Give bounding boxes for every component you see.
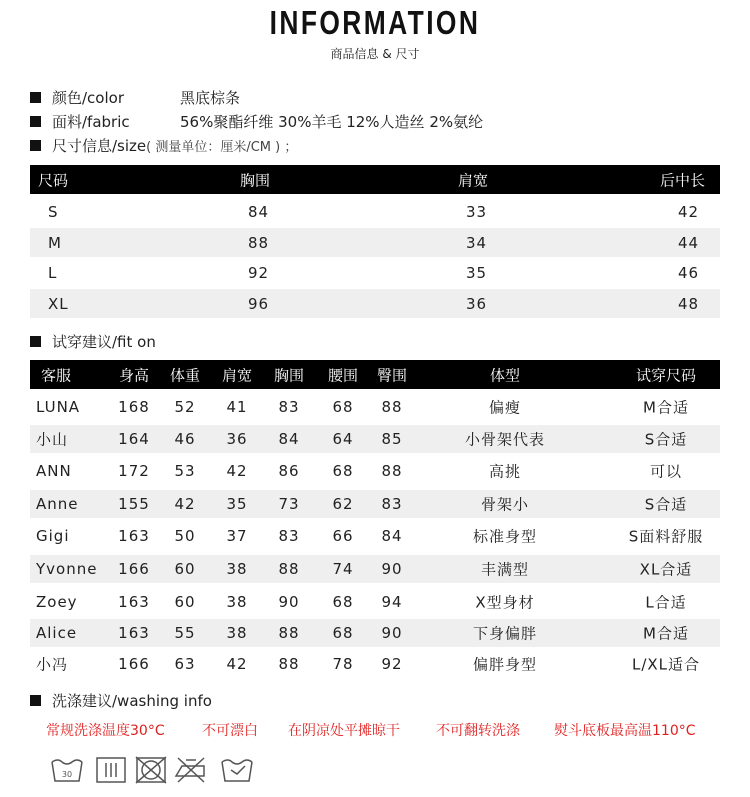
- fit-table-row: [30, 588, 720, 616]
- fit-table-row: [30, 393, 720, 421]
- size-table-cell: L: [48, 263, 58, 282]
- size-table-cell: 96: [248, 294, 270, 313]
- fabric-label: 面料/fabric: [52, 113, 130, 131]
- fit-table-cell: 83: [278, 527, 300, 545]
- fit-table-cell: 163: [118, 527, 150, 545]
- fit-table-cell: 63: [174, 655, 196, 673]
- dry-flat-icon: [94, 756, 128, 784]
- washing-instruction: 熨斗底板最高温110°C: [554, 723, 696, 739]
- size-table-row: [30, 258, 720, 287]
- fit-table-cell: 小骨架代表: [464, 430, 545, 449]
- fit-table-cell: 下身偏胖: [472, 624, 537, 643]
- fit-table-cell: 小山: [36, 430, 69, 449]
- fit-table-cell: 60: [174, 593, 196, 611]
- size-table-cell: 92: [248, 263, 270, 282]
- fit-header-cell: 体重: [169, 366, 200, 384]
- fit-table-cell: 88: [278, 624, 300, 642]
- fit-table-cell: 64: [332, 430, 354, 448]
- fit-table-cell: S合适: [644, 430, 688, 449]
- fit-table-cell: 可以: [649, 462, 682, 481]
- fit-table-cell: ANN: [36, 462, 72, 480]
- fit-table-cell: Gigi: [36, 527, 70, 545]
- size-header-cell: 胸围: [240, 171, 271, 189]
- fit-table-row: [30, 555, 720, 583]
- fit-table-cell: 46: [174, 430, 196, 448]
- size-table-cell: 35: [466, 263, 488, 282]
- size-table-cell: 44: [678, 233, 700, 252]
- fabric-value: 56%聚酯纤维 30%羊毛 12%人造丝 2%氨纶: [180, 113, 484, 131]
- size-table-cell: 33: [466, 202, 488, 221]
- fit-table-cell: 166: [118, 655, 150, 673]
- washing-instruction: 常规洗涤温度30°C: [46, 723, 165, 739]
- color-row: [30, 87, 241, 108]
- fit-header-cell: 胸围: [273, 366, 304, 384]
- fit-table-cell: 41: [226, 398, 248, 416]
- fit-table-cell: 标准身型: [472, 527, 537, 546]
- fit-table-cell: 68: [332, 593, 354, 611]
- fit-section-title: [30, 331, 156, 352]
- fit-table-cell: 高挑: [488, 462, 521, 481]
- fit-table-cell: 丰满型: [480, 560, 529, 579]
- size-header-cell: 肩宽: [458, 171, 489, 189]
- fit-table-row: [30, 490, 720, 518]
- fit-table-cell: 偏瘦: [488, 398, 521, 417]
- fit-table-cell: 73: [278, 495, 300, 513]
- fit-table-cell: 85: [381, 430, 403, 448]
- color-value: 黑底棕条: [180, 89, 241, 107]
- fit-table-cell: 62: [332, 495, 354, 513]
- fit-table-cell: 94: [381, 593, 403, 611]
- fit-table-cell: Alice: [36, 624, 78, 642]
- page-title: INFORMATION: [269, 4, 481, 41]
- no-bleach-icon: [134, 756, 168, 784]
- fit-table-cell: 90: [381, 624, 403, 642]
- fit-table-cell: Anne: [36, 495, 79, 513]
- size-label: 尺寸信息/size: [52, 137, 147, 155]
- fit-table-cell: XL合适: [639, 560, 693, 579]
- size-header-cell: 后中长: [660, 171, 706, 189]
- size-header-cell: 尺码: [38, 171, 69, 189]
- fit-table-cell: X型身材: [475, 593, 535, 612]
- bullet-icon: [30, 116, 41, 127]
- fit-table-cell: 38: [226, 593, 248, 611]
- wash-30-icon: [50, 756, 84, 784]
- washing-section-title: [30, 690, 212, 711]
- fit-table-cell: 78: [332, 655, 354, 673]
- fit-table-cell: Zoey: [36, 593, 78, 611]
- fit-table-cell: S合适: [644, 495, 688, 514]
- bullet-icon: [30, 92, 41, 103]
- page-subtitle: 商品信息 & 尺寸: [330, 47, 420, 61]
- fit-table-row: [30, 425, 720, 453]
- fit-table-cell: 84: [278, 430, 300, 448]
- iron-low-icon: [220, 756, 254, 784]
- size-table-cell: S: [48, 202, 59, 221]
- fit-table-cell: 166: [118, 560, 150, 578]
- fit-table-cell: 50: [174, 527, 196, 545]
- fit-table-cell: 88: [278, 560, 300, 578]
- size-table-cell: 34: [466, 233, 488, 252]
- fit-table-cell: 84: [381, 527, 403, 545]
- fit-table-cell: 168: [118, 398, 150, 416]
- size-table-cell: 46: [678, 263, 700, 282]
- fit-table-cell: 42: [226, 462, 248, 480]
- size-table-row: [30, 228, 720, 257]
- fit-table-cell: 92: [381, 655, 403, 673]
- fit-table-cell: 53: [174, 462, 196, 480]
- size-note: ( 测量单位：厘米/CM ) ；: [146, 140, 298, 155]
- fit-table-cell: 88: [381, 462, 403, 480]
- fit-table-cell: 35: [226, 495, 248, 513]
- fit-table-cell: M合适: [643, 624, 689, 643]
- fit-table-cell: 172: [118, 462, 150, 480]
- size-table-cell: M: [48, 233, 62, 252]
- color-label: 颜色/color: [52, 89, 124, 107]
- fit-table-cell: 小冯: [36, 655, 69, 674]
- fit-table-row: [30, 457, 720, 485]
- fit-table-cell: 骨架小: [480, 495, 529, 514]
- fit-table-cell: Yvonne: [36, 560, 98, 578]
- size-table-row: [30, 289, 720, 318]
- fit-table-cell: 36: [226, 430, 248, 448]
- washing-instruction: 在阴凉处平摊晾干: [288, 723, 400, 739]
- fit-table-cell: 155: [118, 495, 150, 513]
- fit-table-cell: L合适: [645, 593, 687, 612]
- fit-table-cell: 68: [332, 462, 354, 480]
- fit-table-cell: 88: [381, 398, 403, 416]
- fit-table-cell: M合适: [643, 398, 689, 417]
- wash-temp-label: 30: [61, 770, 73, 779]
- fit-table-cell: 52: [174, 398, 196, 416]
- fit-header-cell: 试穿尺码: [635, 366, 696, 384]
- fit-table-cell: LUNA: [36, 398, 81, 416]
- fit-table-cell: 38: [226, 624, 248, 642]
- fit-table-cell: 42: [174, 495, 196, 513]
- fit-table-header: [30, 360, 720, 389]
- fit-header-cell: 体型: [489, 366, 520, 384]
- size-table-header: [30, 165, 720, 194]
- fit-header-cell: 臀围: [376, 366, 407, 384]
- bullet-icon: [30, 140, 41, 151]
- size-table-cell: 36: [466, 294, 488, 313]
- fit-table-cell: 90: [381, 560, 403, 578]
- size-table-cell: 48: [678, 294, 700, 313]
- fit-table-cell: 55: [174, 624, 196, 642]
- washing-instruction: 不可漂白: [202, 723, 258, 739]
- fit-table-cell: 偏胖身型: [472, 655, 537, 674]
- fabric-row: [30, 111, 484, 132]
- fit-table-cell: 90: [278, 593, 300, 611]
- bullet-icon: [30, 336, 41, 347]
- fit-table-cell: 83: [381, 495, 403, 513]
- fit-table-cell: 163: [118, 624, 150, 642]
- fit-table-row: [30, 650, 720, 678]
- fit-table-cell: S面料舒服: [628, 527, 704, 546]
- size-table-cell: XL: [48, 294, 69, 313]
- fit-table-cell: 38: [226, 560, 248, 578]
- fit-header-cell: 肩宽: [221, 366, 252, 384]
- fit-header-cell: 腰围: [327, 366, 358, 384]
- fit-table-cell: 86: [278, 462, 300, 480]
- fit-table-cell: 68: [332, 624, 354, 642]
- fit-label: 试穿建议/fit on: [52, 333, 156, 351]
- fit-table-cell: 74: [332, 560, 354, 578]
- bullet-icon: [30, 695, 41, 706]
- fit-table-cell: 66: [332, 527, 354, 545]
- fit-table-cell: 83: [278, 398, 300, 416]
- fit-table-row: [30, 522, 720, 550]
- fit-table-row: [30, 619, 720, 647]
- fit-table-cell: 60: [174, 560, 196, 578]
- fit-table-cell: 88: [278, 655, 300, 673]
- size-table-cell: 42: [678, 202, 700, 221]
- fit-table-cell: 163: [118, 593, 150, 611]
- washing-label: 洗涤建议/washing info: [52, 692, 212, 710]
- fit-table-cell: 68: [332, 398, 354, 416]
- fit-header-cell: 客服: [40, 366, 71, 384]
- fit-table-cell: L/XL适合: [631, 655, 701, 674]
- size-info-row: [30, 135, 297, 156]
- no-tumble-dry-icon: [174, 756, 208, 784]
- fit-header-cell: 身高: [118, 366, 149, 384]
- size-table-row: [30, 197, 720, 226]
- size-table-cell: 84: [248, 202, 270, 221]
- size-table-cell: 88: [248, 233, 270, 252]
- fit-table-cell: 37: [226, 527, 248, 545]
- fit-table-cell: 164: [118, 430, 150, 448]
- washing-instruction: 不可翻转洗涤: [436, 723, 520, 739]
- fit-table-cell: 42: [226, 655, 248, 673]
